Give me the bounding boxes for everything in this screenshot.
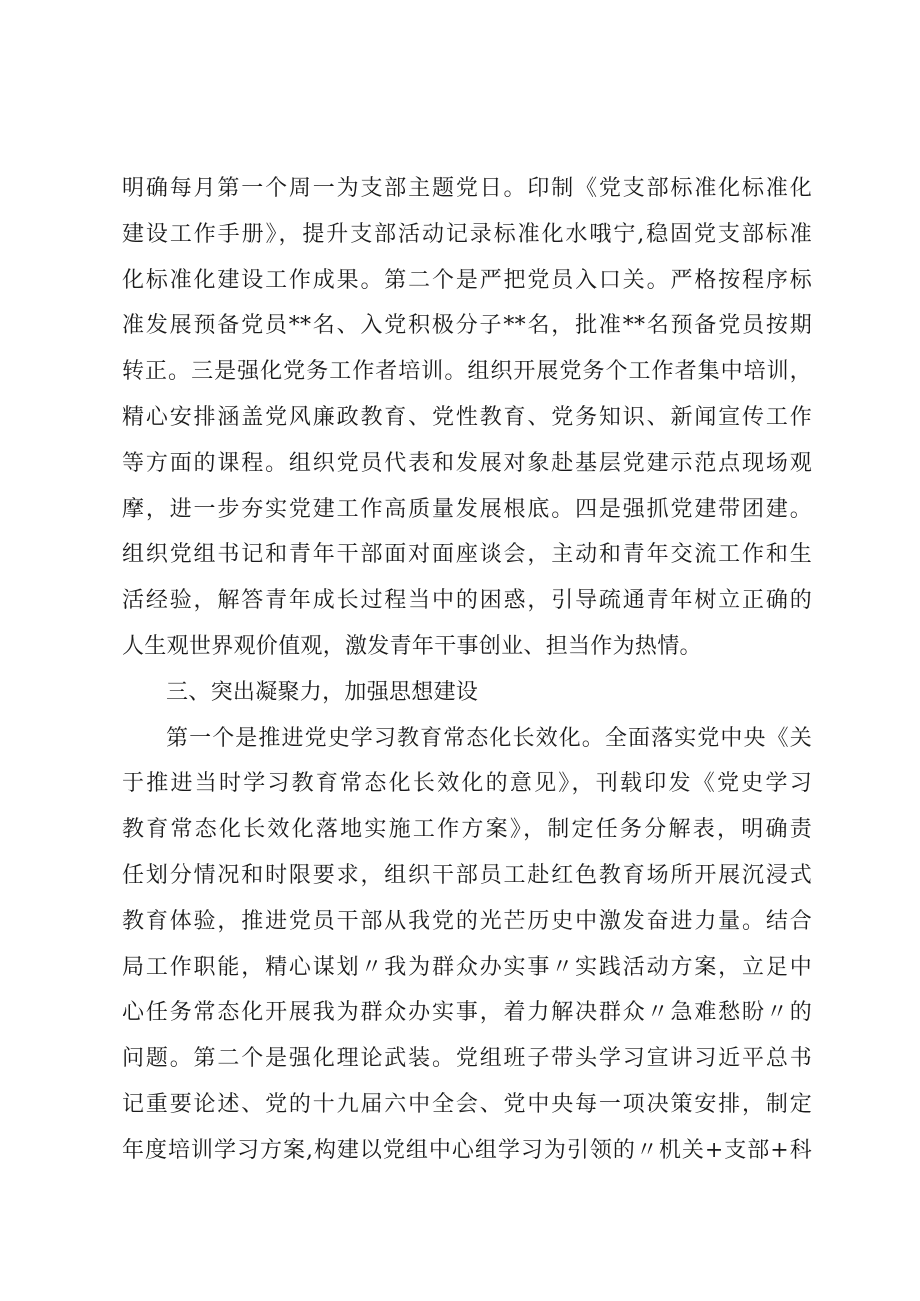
text-line: 化标准化建设工作成果。第二个是严把党员入口关。严格按程序标 — [122, 267, 812, 293]
text-line: 转正。三是强化党务工作者培训。组织开展党务个工作者集中培训， — [122, 359, 812, 385]
text-line: 于推进当时学习教育常态化长效化的意见》，刊载印发《党史学习 — [122, 771, 812, 797]
document-body — [122, 166, 812, 1174]
section-heading: 三、突出凝聚力，加强思想建设 — [166, 679, 479, 705]
text-line: 记重要论述、党的十九届六中全会、党中央每一项决策安排，制定 — [122, 1091, 812, 1117]
text-line: 摩，进一步夯实党建工作高质量发展根底。四是强抓党建带团建。 — [122, 496, 812, 522]
text-line: 明确每月第一个周一为支部主题党日。印制《党支部标准化标准化 — [122, 176, 812, 201]
paragraph-2 — [122, 716, 812, 1174]
text-line: 准发展预备党员**名、入党积极分子**名，批准**名预备党员按期 — [122, 313, 812, 339]
text-line: 年度培训学习方案,构建以党组中心组学习为引领的〃机关+支部+科 — [122, 1137, 812, 1163]
text-line: 心任务常态化开展我为群众办实事，着力解决群众〃急难愁盼〃的 — [122, 1000, 812, 1026]
text-line: 人生观世界观价值观，激发青年干事创业、担当作为热情。 — [122, 633, 702, 659]
text-line: 局工作职能，精心谋划〃我为群众办实事〃实践活动方案，立足中 — [122, 954, 812, 980]
text-line: 精心安排涵盖党风廉政教育、党性教育、党务知识、新闻宣传工作 — [122, 404, 812, 430]
text-line: 问题。第二个是强化理论武装。党组班子带头学习宣讲习近平总书 — [122, 1046, 812, 1072]
paragraph-1 — [122, 166, 812, 670]
text-line: 组织党组书记和青年干部面对面座谈会，主动和青年交流工作和生 — [122, 542, 812, 568]
text-line: 等方面的课程。组织党员代表和发展对象赴基层党建示范点现场观 — [122, 450, 812, 476]
text-line: 建设工作手册》，提升支部活动记录标准化水哦宁,稳固党支部标准 — [122, 221, 812, 247]
text-line: 任划分情况和时限要求，组织干部员工赴红色教育场所开展沉浸式 — [122, 862, 812, 888]
text-line: 教育体验，推进党员干部从我党的光芒历史中激发奋进力量。结合 — [122, 908, 812, 934]
text-line: 教育常态化长效化落地实施工作方案》，制定任务分解表，明确责 — [122, 817, 812, 843]
text-line: 第一个是推进党史学习教育常态化长效化。全面落实党中央《关 — [166, 725, 812, 751]
text-line: 活经验，解答青年成长过程当中的困惑，引导疏通青年树立正确的 — [122, 588, 812, 614]
